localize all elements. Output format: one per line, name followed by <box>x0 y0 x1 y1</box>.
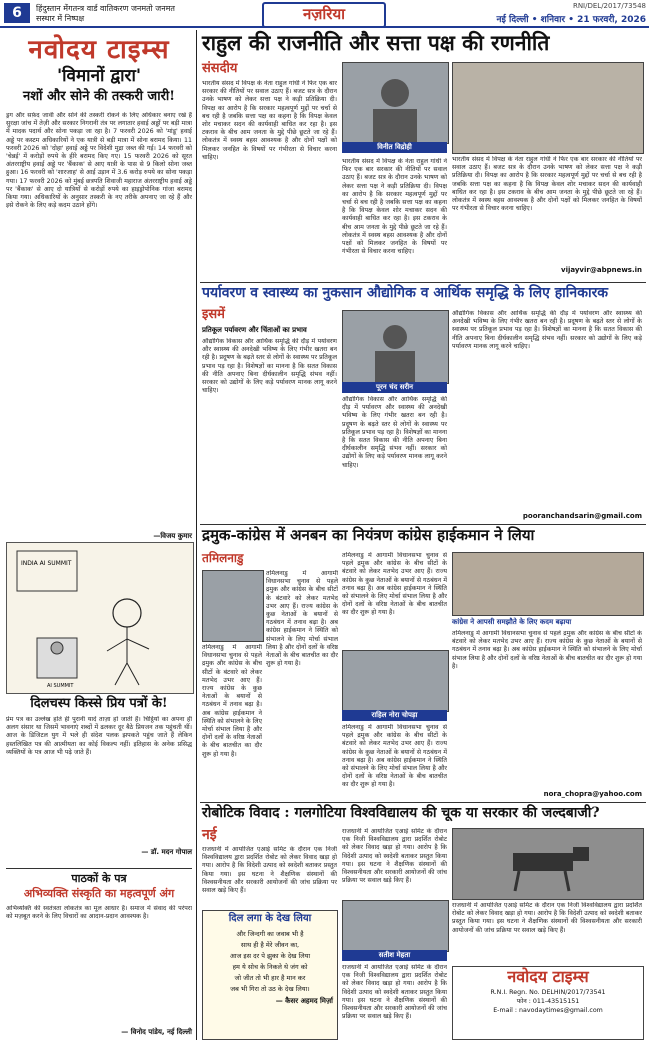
cartoon-label: INDIA AI SUMMIT <box>21 560 72 567</box>
imprint-box <box>452 966 644 1040</box>
header-tagline: हिंदुस्तान मेंगतन्त्र वार्ड वातिकरण जनमतो जनमत सस्थार में निष्पक्ष <box>36 4 175 23</box>
poem-author: — कैसर अहमद मिर्ज़ा <box>275 996 333 1005</box>
galgotia-robot-photo <box>452 828 644 900</box>
env-story-body-2: औद्योगिक विकास और आर्थिक समृद्धि की दौड़ में पर्यावरण और स्वास्थ्य की अनदेखी भविष्य के लिए गंभीर खतरा बन रही है। प्रदूषण के बढ़ते स्तर से लोगों के स्वास्थ्य पर प्रतिकूल प्रभाव पड़ रहा है। विशेषज्ञों का मानना है कि सतत विकास की नीति अपनाए बिना दीर्घकालीन समृद्धि संभव नहीं। सरकार को उद्योगों के लिए कड़े पर्यावरण मानक लागू करने चाहिए। <box>342 396 447 469</box>
dmk-story-body-4: तमिलनाडु में आगामी विधानसभा चुनाव से पहले द्रमुक और कांग्रेस के बीच सीटों के बंटवारे को लेकर मतभेद उभर आए हैं। राज्य कांग्रेस के कुछ नेताओं के बयानों से गठबंधन में तनाव बढ़ा है। अब कांग्रेस हाईकमान ने स्थिति को संभालने के लिए मोर्चा संभाल लिया है और दोनों दलों के वरिष्ठ नेताओं के बीच बातचीत का दौर शुरू हो गया है। <box>452 630 642 670</box>
left-headline-1: 'विमानों द्वारा' <box>56 66 142 86</box>
dateline: नई दिल्ली • शनिवार • 21 फरवरी, 2026 <box>496 15 646 25</box>
poem-line: जब भी गिरा तो उठ के देख लिया। <box>230 984 310 993</box>
sub-byline: — डॉ. मदन गोपाल <box>141 848 192 856</box>
env-story-photo <box>342 310 449 384</box>
imprint-brand: नवोदय टाइम्स <box>507 967 589 986</box>
dmk-story-headline: द्रमुक-कांग्रेस में अनबन का नियंत्रण कांग्रेस हाईकमान ने लिया <box>202 526 535 544</box>
galgotia-story-body-3: राजधानी में आयोजित एआई समिट के दौरान एक निजी विश्वविद्यालय द्वारा प्रदर्शित रोबोट को लेकर विवाद खड़ा हो गया। आरोप है कि विदेशी उत्पाद को स्वदेशी बताकर प्रस्तुत किया गया। इस घटना ने शैक्षणिक संस्थानों की विश्वसनीयता और सरकारी आयोजनों की जांच प्रक्रिया पर सवाल खड़े किए हैं। <box>342 964 447 1021</box>
left-headline-2: नशों और सोने की तस्करी जारी! <box>23 89 175 104</box>
env-story-byline: pooranchandsarin@gmail.com <box>522 512 642 520</box>
env-story-kicker: इसमें <box>202 307 225 322</box>
poem-line: आज इस दर पे झुका के देख लिया <box>229 951 311 960</box>
env-story-body-3: औद्योगिक विकास और आर्थिक समृद्धि की दौड़ में पर्यावरण और स्वास्थ्य की अनदेखी भविष्य के लिए गंभीर खतरा बन रही है। प्रदूषण के बढ़ते स्तर से लोगों के स्वास्थ्य पर प्रतिकूल प्रभाव पड़ रहा है। विशेषज्ञों का मानना है कि सतत विकास की नीति अपनाए बिना दीर्घकालीन समृद्धि संभव नहीं। सरकार को उद्योगों के लिए कड़े पर्यावरण मानक लागू करने चाहिए। <box>452 310 642 350</box>
galgotia-story-kicker: नई <box>202 827 217 843</box>
dmk-side-head: कांग्रेस ने आपसी समझौते के लिए कदम बढ़ाया <box>452 617 572 626</box>
env-story-subhead: प्रतिकूल पर्यावरण और चिंताओं का प्रभाव <box>202 325 307 334</box>
sub-body: प्रेम पत्र का उल्लेख होते ही पुरानी यादें ताज़ा हो जाती हैं। चिट्ठियों का अपना ही अलग संसार था जिसमें भावनाएं शब्दों में ढलकर दूर बैठे प्रियजन तक पहुंचती थीं। आज के डिजिटल युग में भले ही संदेश पलक झपकते पहुंच जाते हैं लेकिन हस्तलिखित पत्र की आत्मीयता का कोई विकल्प नहीं। इतिहास के अनेक प्रसिद्ध व्यक्तियों के पत्र आज भी पढ़े जाते हैं। <box>6 716 192 756</box>
dmk-story-body-1b: तमिलनाडु में आगामी विधानसभा चुनाव से पहले द्रमुक और कांग्रेस के बीच सीटों के बंटवारे को लेकर मतभेद उभर आए हैं। राज्य कांग्रेस के कुछ नेताओं के बयानों से गठबंधन में तनाव बढ़ा है। अब कांग्रेस हाईकमान ने स्थिति को संभालने के लिए मोर्चा संभाल लिया है और दोनों दलों के वरिष्ठ नेताओं के बीच बातचीत का दौर शुरू हो गया है। <box>202 644 262 758</box>
cartoon <box>6 542 194 694</box>
dmk-story-author: राहिल नोरा चोपड़ा <box>342 710 447 721</box>
poem-line: हम ये सोच के निकले थे जंग को <box>232 962 308 971</box>
poem-lines <box>203 929 337 995</box>
dmk-story-body-1: तमिलनाडु में आगामी विधानसभा चुनाव से पहले द्रमुक और कांग्रेस के बीच सीटों के बंटवारे को लेकर मतभेद उभर आए हैं। राज्य कांग्रेस के कुछ नेताओं के बयानों से गठबंधन में तनाव बढ़ा है। अब कांग्रेस हाईकमान ने स्थिति को संभालने के लिए मोर्चा संभाल लिया है और दोनों दलों के वरिष्ठ नेताओं के बीच बातचीत का दौर शुरू हो गया है। <box>266 570 338 668</box>
dmk-story-body-2: तमिलनाडु में आगामी विधानसभा चुनाव से पहले द्रमुक और कांग्रेस के बीच सीटों के बंटवारे को लेकर मतभेद उभर आए हैं। राज्य कांग्रेस के कुछ नेताओं के बयानों से गठबंधन में तनाव बढ़ा है। अब कांग्रेस हाईकमान ने स्थिति को संभालने के लिए मोर्चा संभाल लिया है और दोनों दलों के वरिष्ठ नेताओं के बीच बातचीत का दौर शुरू हो गया है। <box>342 552 447 617</box>
left-byline: —विजय कुमार <box>153 532 192 540</box>
poem-box <box>202 910 338 1040</box>
top-story-headline: राहुल की राजनीति और सत्ता पक्ष की रणनीति <box>202 30 550 55</box>
dmk-story-byline: nora_chopra@yahoo.com <box>543 790 642 798</box>
poem-line: जो जीत तो भी हार है मान कर <box>234 973 306 982</box>
dmk-photo-group <box>452 552 644 616</box>
top-story-kicker: संसदीय <box>202 61 238 76</box>
imprint-email: E-mail : navodaytimes@gmail.com <box>493 1006 603 1014</box>
dmk-author-photo <box>342 650 449 712</box>
imprint-phone: फोन : 011-43515151 <box>516 997 580 1005</box>
env-story-author: पूरन चंद सरीन <box>342 382 447 393</box>
letters-body: अभिव्यक्ति की स्वतंत्रता लोकतंत्र का मूल आधार है। समाज में संवाद की परंपरा को मज़बूत करने के लिए विचारों का आदान-प्रदान आवश्यक है। <box>6 905 192 921</box>
imprint-info: R.N.I. Regn. No. DELHIN/2017/73541 <box>490 988 606 996</box>
cartoon-drawing <box>7 543 193 693</box>
dmk-story-kicker: तमिलनाडु <box>202 551 244 565</box>
section-title: नज़रिया <box>262 2 386 28</box>
galgotia-story-body-4: राजधानी में आयोजित एआई समिट के दौरान एक निजी विश्वविद्यालय द्वारा प्रदर्शित रोबोट को लेकर विवाद खड़ा हो गया। आरोप है कि विदेशी उत्पाद को स्वदेशी बताकर प्रस्तुत किया गया। इस घटना ने शैक्षणिक संस्थानों की विश्वसनीयता और सरकारी आयोजनों की जांच प्रक्रिया पर सवाल खड़े किए हैं। <box>452 902 642 934</box>
top-story-photo-2 <box>452 62 644 154</box>
page-number: 6 <box>4 3 30 23</box>
top-story-body-1: भारतीय संसद में विपक्ष के नेता राहुल गांधी ने फिर एक बार सरकार की नीतियों पर सवाल उठाए हैं। बजट सत्र के दौरान उनके भाषण को लेकर सत्ता पक्ष ने कड़ी प्रतिक्रिया दी। विपक्ष का आरोप है कि सरकार महत्वपूर्ण मुद्दों पर चर्चा से बच रही है जबकि सत्ता पक्ष का कहना है कि विपक्ष केवल शोर मचाकर सदन की कार्यवाही बाधित कर रहा है। इस टकराव के बीच आम जनता के मुद्दे पीछे छूटते जा रहे हैं। लोकतंत्र में स्वस्थ बहस आवश्यक है और दोनों पक्षों को मिलकर जनहित के विषयों पर गंभीरता से विचार करना चाहिए। <box>202 80 337 161</box>
env-story-body-1: औद्योगिक विकास और आर्थिक समृद्धि की दौड़ में पर्यावरण और स्वास्थ्य की अनदेखी भविष्य के लिए गंभीर खतरा बन रही है। प्रदूषण के बढ़ते स्तर से लोगों के स्वास्थ्य पर प्रतिकूल प्रभाव पड़ रहा है। विशेषज्ञों का मानना है कि सतत विकास की नीति अपनाए बिना दीर्घकालीन समृद्धि संभव नहीं। सरकार को उद्योगों के लिए कड़े पर्यावरण मानक लागू करने चाहिए। <box>202 338 337 395</box>
env-story-headline: पर्यावरण व स्वास्थ्य का नुकसान औद्योगिक व आर्थिक समृद्धि के लिए हानिकारक <box>202 285 609 301</box>
robot-dog-icon <box>453 829 643 899</box>
poem-line: और जिन्दगी का जवाब भी है <box>236 929 304 938</box>
galgotia-story-headline: रोबोटिक विवाद : गलगोटिया विश्वविद्यालय की चूक या सरकार की जल्दबाजी? <box>202 805 600 821</box>
letters-title: पाठकों के पत्र <box>71 872 127 885</box>
left-body: ड्रग और सफ़ेद जावी और सोने की तस्करी रोकने के लिए अधिकार बनाए रखे हैं सुरक्षा जांच में तेज़ी और सरकार निगरानी तंत्र पर लगातार हवाई अड्डों पर बड़ी मात्रा में मादक पदार्थ और सोना पकड़ा जा रहा है। 7 फरवरी 2026 को 'मांडू' हवाई अड्डे पर कस्टम अधिकारियों ने एक यात्री से बड़ी मात्रा में सोना बरामद किया। 11 फरवरी 2026 को 'दोहा' हवाई अड्डे पर विदेशी मुद्रा जब्त की गई। 14 फरवरी को 'चेन्नई' में करोड़ों रुपये के हीरे बरामद किए गए। 15 फरवरी 2026 को सूरत अंतरराष्ट्रीय हवाई अड्डे पर 'बैंकाक' से आए यात्री के पास से 9 किलो सोना जब्त हुआ। 16 फरवरी को 'शारजाह' से आई उड़ान में 3.6 करोड़ रुपये का सोना पकड़ा गया। 17 फरवरी 2026 को मुंबई छत्रपति शिवाजी महाराज अंतरराष्ट्रीय हवाई अड्डे पर 'बैंकाक' से आए दो यात्रियों से करोड़ों रुपये का हाइड्रोपोनिक गांजा बरामद किया गया। अधिकारियों के अनुसार तस्करी के नए तरीके अपनाए जा रहे हैं और इसे रोकने के लिए कड़े कदम उठाने होंगे। <box>6 112 192 210</box>
rni-top: RNI/DEL/2017/73548 <box>572 2 646 10</box>
letters-headline: अभिव्यक्ति संस्कृति का महत्वपूर्ण अंग <box>23 887 175 900</box>
galgotia-story-author: सतीश मेहता <box>342 950 447 961</box>
top-story-photo <box>342 62 449 144</box>
svg-text:AI SUMMIT: AI SUMMIT <box>47 683 74 689</box>
sub-headline: दिलचस्प किस्से प्रिय पत्रों के! <box>30 696 168 711</box>
dmk-story-body-3: तमिलनाडु में आगामी विधानसभा चुनाव से पहले द्रमुक और कांग्रेस के बीच सीटों के बंटवारे को लेकर मतभेद उभर आए हैं। राज्य कांग्रेस के कुछ नेताओं के बयानों से गठबंधन में तनाव बढ़ा है। अब कांग्रेस हाईकमान ने स्थिति को संभालने के लिए मोर्चा संभाल लिया है और दोनों दलों के वरिष्ठ नेताओं के बीच बातचीत का दौर शुरू हो गया है। <box>342 724 447 789</box>
poem-line: साथ ही है मेरे जीवन का, <box>240 940 300 949</box>
person-icon <box>343 311 448 383</box>
top-story-body-3: भारतीय संसद में विपक्ष के नेता राहुल गांधी ने फिर एक बार सरकार की नीतियों पर सवाल उठाए हैं। बजट सत्र के दौरान उनके भाषण को लेकर सत्ता पक्ष ने कड़ी प्रतिक्रिया दी। विपक्ष का आरोप है कि सरकार महत्वपूर्ण मुद्दों पर चर्चा से बच रही है जबकि सत्ता पक्ष का कहना है कि विपक्ष केवल शोर मचाकर सदन की कार्यवाही बाधित कर रहा है। इस टकराव के बीच आम जनता के मुद्दे पीछे छूटते जा रहे हैं। लोकतंत्र में स्वस्थ बहस आवश्यक है और दोनों पक्षों को मिलकर जनहित के विषयों पर गंभीरता से विचार करना चाहिए। <box>452 156 642 213</box>
letters-byline: — विनोद पांडेय, नई दिल्ली <box>121 1028 192 1036</box>
person-icon <box>343 63 448 143</box>
galgotia-story-body-1: राजधानी में आयोजित एआई समिट के दौरान एक निजी विश्वविद्यालय द्वारा प्रदर्शित रोबोट को लेकर विवाद खड़ा हो गया। आरोप है कि विदेशी उत्पाद को स्वदेशी बताकर प्रस्तुत किया गया। इस घटना ने शैक्षणिक संस्थानों की विश्वसनीयता और सरकारी आयोजनों की जांच प्रक्रिया पर सवाल खड़े किए हैं। <box>202 846 337 895</box>
galgotia-story-body-2: राजधानी में आयोजित एआई समिट के दौरान एक निजी विश्वविद्यालय द्वारा प्रदर्शित रोबोट को लेकर विवाद खड़ा हो गया। आरोप है कि विदेशी उत्पाद को स्वदेशी बताकर प्रस्तुत किया गया। इस घटना ने शैक्षणिक संस्थानों की विश्वसनीयता और सरकारी आयोजनों की जांच प्रक्रिया पर सवाल खड़े किए हैं। <box>342 828 447 885</box>
poem-title: दिल लगा के देख लिया <box>228 913 312 924</box>
dmk-photo-1 <box>202 570 264 642</box>
top-story-byline: vijayvir@abpnews.in <box>561 266 642 274</box>
top-story-body-2: भारतीय संसद में विपक्ष के नेता राहुल गांधी ने फिर एक बार सरकार की नीतियों पर सवाल उठाए हैं। बजट सत्र के दौरान उनके भाषण को लेकर सत्ता पक्ष ने कड़ी प्रतिक्रिया दी। विपक्ष का आरोप है कि सरकार महत्वपूर्ण मुद्दों पर चर्चा से बच रही है जबकि सत्ता पक्ष का कहना है कि विपक्ष केवल शोर मचाकर सदन की कार्यवाही बाधित कर रहा है। इस टकराव के बीच आम जनता के मुद्दे पीछे छूटते जा रहे हैं। लोकतंत्र में स्वस्थ बहस आवश्यक है और दोनों पक्षों को मिलकर जनहित के विषयों पर गंभीरता से विचार करना चाहिए। <box>342 158 447 256</box>
top-story-author: विनीत विद्रोही <box>342 142 447 153</box>
brand-logo: नवोदय टाइम्स <box>28 35 170 65</box>
galgotia-author-photo <box>342 900 449 952</box>
